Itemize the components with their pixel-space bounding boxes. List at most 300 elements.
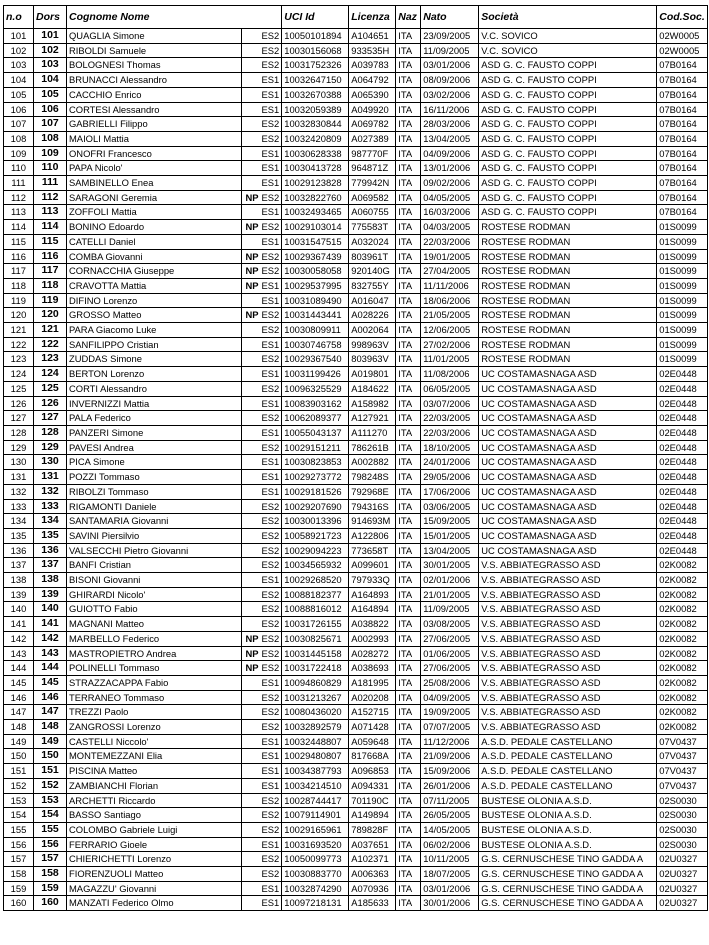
category: ES2: [260, 352, 282, 367]
category: ES2: [260, 867, 282, 882]
team-name: V.S. ABBIATEGRASSO ASD: [479, 573, 657, 588]
np-flag: [242, 558, 260, 573]
birth-date: 04/09/2005: [421, 690, 479, 705]
team-name: ASD G. C. FAUSTO COPPI: [479, 87, 657, 102]
category: ES2: [260, 631, 282, 646]
category: ES1: [260, 102, 282, 117]
category: ES2: [260, 323, 282, 338]
uci-id: 10029103014: [282, 220, 349, 235]
team-name: ASD G. C. FAUSTO COPPI: [479, 190, 657, 205]
bib-number: 154: [34, 808, 67, 823]
team-name: BUSTESE OLONIA A.S.D.: [479, 808, 657, 823]
uci-id: 10031213267: [282, 690, 349, 705]
np-flag: [242, 161, 260, 176]
row-number: 106: [4, 102, 34, 117]
table-row: [4, 131, 708, 146]
bib-number: 106: [34, 102, 67, 117]
license: 998963V: [349, 337, 396, 352]
team-code: 01S0099: [657, 323, 708, 338]
license: A006363: [349, 867, 396, 882]
row-number: 110: [4, 161, 34, 176]
category: ES2: [260, 543, 282, 558]
table-row: [4, 661, 708, 676]
category: ES2: [260, 587, 282, 602]
rider-name: PICA Simone: [67, 455, 242, 470]
rider-name: INVERNIZZI Mattia: [67, 396, 242, 411]
uci-id: 10029268520: [282, 573, 349, 588]
team-code: 02K0082: [657, 631, 708, 646]
category: ES1: [260, 234, 282, 249]
np-flag: [242, 87, 260, 102]
team-name: ROSTESE RODMAN: [479, 264, 657, 279]
row-number: 157: [4, 852, 34, 867]
np-flag: [242, 176, 260, 191]
nationality: ITA: [396, 543, 421, 558]
team-code: 02E0448: [657, 440, 708, 455]
team-name: G.S. CERNUSCHESE TINO GADDA A: [479, 896, 657, 911]
team-code: 07B0164: [657, 117, 708, 132]
license: 817668A: [349, 749, 396, 764]
table-row: [4, 440, 708, 455]
category: ES1: [260, 161, 282, 176]
bib-number: 117: [34, 264, 67, 279]
np-flag: [242, 396, 260, 411]
table-row: [4, 381, 708, 396]
uci-id: 10031443441: [282, 308, 349, 323]
np-flag: NP: [242, 220, 260, 235]
category: ES2: [260, 499, 282, 514]
team-name: V.S. ABBIATEGRASSO ASD: [479, 602, 657, 617]
team-name: ROSTESE RODMAN: [479, 293, 657, 308]
table-row: [4, 161, 708, 176]
team-code: 01S0099: [657, 293, 708, 308]
uci-id: 10094860829: [282, 675, 349, 690]
birth-date: 30/01/2006: [421, 896, 479, 911]
np-flag: [242, 43, 260, 58]
row-number: 142: [4, 631, 34, 646]
team-name: V.S. ABBIATEGRASSO ASD: [479, 690, 657, 705]
license: 701190C: [349, 793, 396, 808]
nationality: ITA: [396, 43, 421, 58]
table-row: [4, 749, 708, 764]
np-flag: [242, 367, 260, 382]
bib-number: 119: [34, 293, 67, 308]
team-name: ASD G. C. FAUSTO COPPI: [479, 58, 657, 73]
bib-number: 122: [34, 337, 67, 352]
team-name: A.S.D. PEDALE CASTELLANO: [479, 749, 657, 764]
birth-date: 03/07/2006: [421, 396, 479, 411]
rider-name: GROSSO Matteo: [67, 308, 242, 323]
nationality: ITA: [396, 293, 421, 308]
rider-name: GHIRARDI Nicolo': [67, 587, 242, 602]
uci-id: 10030809911: [282, 323, 349, 338]
rider-name: GUIOTTO Fabio: [67, 602, 242, 617]
team-name: ASD G. C. FAUSTO COPPI: [479, 117, 657, 132]
bib-number: 123: [34, 352, 67, 367]
np-flag: [242, 58, 260, 73]
team-code: 01S0099: [657, 234, 708, 249]
category: ES1: [260, 146, 282, 161]
nationality: ITA: [396, 205, 421, 220]
rider-name: GABRIELLI Filippo: [67, 117, 242, 132]
nationality: ITA: [396, 734, 421, 749]
team-name: UC COSTAMASNAGA ASD: [479, 381, 657, 396]
uci-id: 10096325529: [282, 381, 349, 396]
category: ES2: [260, 602, 282, 617]
rider-name: MONTEMEZZANI Elia: [67, 749, 242, 764]
nationality: ITA: [396, 881, 421, 896]
table-body: [4, 29, 708, 911]
license: A049920: [349, 102, 396, 117]
uci-id: 10032647150: [282, 73, 349, 88]
birth-date: 22/03/2006: [421, 425, 479, 440]
np-flag: [242, 896, 260, 911]
category: ES1: [260, 455, 282, 470]
table-row: [4, 323, 708, 338]
rider-name: FIORENZUOLI Matteo: [67, 867, 242, 882]
birth-date: 09/02/2006: [421, 176, 479, 191]
bib-number: 133: [34, 499, 67, 514]
nationality: ITA: [396, 308, 421, 323]
team-name: G.S. CERNUSCHESE TINO GADDA A: [479, 867, 657, 882]
license: A038822: [349, 617, 396, 632]
uci-id: 10030156068: [282, 43, 349, 58]
table-row: [4, 352, 708, 367]
category: ES1: [260, 749, 282, 764]
category: ES2: [260, 617, 282, 632]
license: 797933Q: [349, 573, 396, 588]
np-flag: [242, 720, 260, 735]
rider-name: VALSECCHI Pietro Giovanni: [67, 543, 242, 558]
header-team: Società: [479, 6, 657, 29]
birth-date: 04/03/2005: [421, 220, 479, 235]
team-name: ROSTESE RODMAN: [479, 337, 657, 352]
team-code: 01S0099: [657, 220, 708, 235]
nationality: ITA: [396, 146, 421, 161]
category: ES1: [260, 837, 282, 852]
rider-name: PAPA Nicolo': [67, 161, 242, 176]
rider-name: MAGAZZU' Giovanni: [67, 881, 242, 896]
np-flag: [242, 734, 260, 749]
category: ES1: [260, 573, 282, 588]
nationality: ITA: [396, 587, 421, 602]
nationality: ITA: [396, 558, 421, 573]
bib-number: 147: [34, 705, 67, 720]
table-row: [4, 293, 708, 308]
nationality: ITA: [396, 102, 421, 117]
start-list-sheet: [3, 5, 708, 911]
team-code: 07B0164: [657, 131, 708, 146]
team-name: BUSTESE OLONIA A.S.D.: [479, 822, 657, 837]
table-row: [4, 573, 708, 588]
license: A027389: [349, 131, 396, 146]
team-name: ASD G. C. FAUSTO COPPI: [479, 205, 657, 220]
uci-id: 10062089377: [282, 411, 349, 426]
license: A152715: [349, 705, 396, 720]
license: 794316S: [349, 499, 396, 514]
row-number: 122: [4, 337, 34, 352]
table-row: [4, 514, 708, 529]
team-name: V.S. ABBIATEGRASSO ASD: [479, 705, 657, 720]
np-flag: NP: [242, 264, 260, 279]
team-name: ASD G. C. FAUSTO COPPI: [479, 176, 657, 191]
bib-number: 115: [34, 234, 67, 249]
np-flag: [242, 205, 260, 220]
license: A019801: [349, 367, 396, 382]
license: 987770F: [349, 146, 396, 161]
birth-date: 13/01/2006: [421, 161, 479, 176]
team-name: G.S. CERNUSCHESE TINO GADDA A: [479, 852, 657, 867]
bib-number: 105: [34, 87, 67, 102]
birth-date: 11/12/2006: [421, 734, 479, 749]
rider-name: ZUDDAS Simone: [67, 352, 242, 367]
category: ES2: [260, 822, 282, 837]
team-code: 07B0164: [657, 205, 708, 220]
team-code: 02U0327: [657, 852, 708, 867]
nationality: ITA: [396, 234, 421, 249]
team-code: 07B0164: [657, 146, 708, 161]
bib-number: 137: [34, 558, 67, 573]
team-name: ROSTESE RODMAN: [479, 249, 657, 264]
table-row: [4, 867, 708, 882]
birth-date: 08/09/2006: [421, 73, 479, 88]
row-number: 112: [4, 190, 34, 205]
category: ES2: [260, 514, 282, 529]
license: A111270: [349, 425, 396, 440]
category: ES1: [260, 176, 282, 191]
team-name: A.S.D. PEDALE CASTELLANO: [479, 734, 657, 749]
header-birth-date: Nato: [421, 6, 479, 29]
category: ES1: [260, 881, 282, 896]
bib-number: 157: [34, 852, 67, 867]
uci-id: 10034214510: [282, 778, 349, 793]
uci-id: 10030413728: [282, 161, 349, 176]
header-name: Cognome Nome: [67, 6, 282, 29]
rider-name: TERRANEO Tommaso: [67, 690, 242, 705]
team-name: V.S. ABBIATEGRASSO ASD: [479, 661, 657, 676]
uci-id: 10030825671: [282, 631, 349, 646]
nationality: ITA: [396, 58, 421, 73]
birth-date: 17/06/2006: [421, 484, 479, 499]
nationality: ITA: [396, 484, 421, 499]
np-flag: [242, 675, 260, 690]
license: A164894: [349, 602, 396, 617]
license: A164893: [349, 587, 396, 602]
uci-id: 10031199426: [282, 367, 349, 382]
table-row: [4, 734, 708, 749]
nationality: ITA: [396, 220, 421, 235]
np-flag: [242, 543, 260, 558]
bib-number: 113: [34, 205, 67, 220]
team-code: 02K0082: [657, 661, 708, 676]
rider-name: CATELLI Daniel: [67, 234, 242, 249]
row-number: 156: [4, 837, 34, 852]
bib-number: 114: [34, 220, 67, 235]
team-name: ROSTESE RODMAN: [479, 323, 657, 338]
bib-number: 104: [34, 73, 67, 88]
nationality: ITA: [396, 440, 421, 455]
birth-date: 15/09/2006: [421, 764, 479, 779]
row-number: 153: [4, 793, 34, 808]
team-code: 07V0437: [657, 749, 708, 764]
team-name: V.S. ABBIATEGRASSO ASD: [479, 646, 657, 661]
table-row: [4, 176, 708, 191]
category: ES1: [260, 484, 282, 499]
row-number: 101: [4, 29, 34, 44]
table-row: [4, 58, 708, 73]
category: ES2: [260, 29, 282, 44]
np-flag: NP: [242, 249, 260, 264]
uci-id: 10032892579: [282, 720, 349, 735]
np-flag: [242, 867, 260, 882]
bib-number: 145: [34, 675, 67, 690]
license: A127921: [349, 411, 396, 426]
team-code: 07B0164: [657, 87, 708, 102]
nationality: ITA: [396, 323, 421, 338]
np-flag: [242, 764, 260, 779]
header-license: Licenza: [349, 6, 396, 29]
birth-date: 06/05/2005: [421, 381, 479, 396]
team-code: 02E0448: [657, 367, 708, 382]
table-row: [4, 764, 708, 779]
table-row: [4, 602, 708, 617]
rider-name: ARCHETTI Riccardo: [67, 793, 242, 808]
team-code: 07B0164: [657, 176, 708, 191]
rider-name: ZAMBIANCHI Florian: [67, 778, 242, 793]
rider-name: RIBOLZI Tommaso: [67, 484, 242, 499]
team-name: V.S. ABBIATEGRASSO ASD: [479, 675, 657, 690]
uci-id: 10058921723: [282, 528, 349, 543]
np-flag: [242, 29, 260, 44]
birth-date: 19/01/2005: [421, 249, 479, 264]
category: ES1: [260, 470, 282, 485]
rider-name: SAMBINELLO Enea: [67, 176, 242, 191]
birth-date: 22/03/2005: [421, 411, 479, 426]
bib-number: 155: [34, 822, 67, 837]
bib-number: 118: [34, 278, 67, 293]
row-number: 155: [4, 822, 34, 837]
birth-date: 27/06/2005: [421, 661, 479, 676]
nationality: ITA: [396, 690, 421, 705]
team-code: 02S0030: [657, 808, 708, 823]
rider-name: PARA Giacomo Luke: [67, 323, 242, 338]
license: A102371: [349, 852, 396, 867]
team-name: UC COSTAMASNAGA ASD: [479, 455, 657, 470]
header-team-code: Cod.Soc.: [657, 6, 708, 29]
uci-id: 10032059389: [282, 102, 349, 117]
bib-number: 101: [34, 29, 67, 44]
row-number: 104: [4, 73, 34, 88]
table-row: [4, 249, 708, 264]
license: A070936: [349, 881, 396, 896]
row-number: 143: [4, 646, 34, 661]
category: ES1: [260, 425, 282, 440]
table-row: [4, 117, 708, 132]
team-code: 02K0082: [657, 602, 708, 617]
np-flag: [242, 455, 260, 470]
bib-number: 107: [34, 117, 67, 132]
nationality: ITA: [396, 778, 421, 793]
rider-name: MAGNANI Matteo: [67, 617, 242, 632]
category: ES1: [260, 367, 282, 382]
birth-date: 12/06/2005: [421, 323, 479, 338]
nationality: ITA: [396, 367, 421, 382]
license: 775583T: [349, 220, 396, 235]
category: ES1: [260, 778, 282, 793]
license: A069582: [349, 190, 396, 205]
team-name: ASD G. C. FAUSTO COPPI: [479, 161, 657, 176]
birth-date: 26/05/2005: [421, 808, 479, 823]
row-number: 140: [4, 602, 34, 617]
np-flag: [242, 705, 260, 720]
row-number: 148: [4, 720, 34, 735]
np-flag: NP: [242, 308, 260, 323]
start-list-table: [3, 5, 708, 911]
row-number: 107: [4, 117, 34, 132]
team-code: 01S0099: [657, 249, 708, 264]
birth-date: 23/09/2005: [421, 29, 479, 44]
np-flag: [242, 749, 260, 764]
team-code: 02E0448: [657, 484, 708, 499]
birth-date: 18/07/2005: [421, 867, 479, 882]
table-row: [4, 308, 708, 323]
bib-number: 148: [34, 720, 67, 735]
table-row: [4, 102, 708, 117]
team-name: A.S.D. PEDALE CASTELLANO: [479, 764, 657, 779]
team-name: UC COSTAMASNAGA ASD: [479, 367, 657, 382]
uci-id: 10030013396: [282, 514, 349, 529]
np-flag: NP: [242, 190, 260, 205]
category: ES2: [260, 690, 282, 705]
table-row: [4, 470, 708, 485]
nationality: ITA: [396, 896, 421, 911]
nationality: ITA: [396, 73, 421, 88]
np-flag: [242, 234, 260, 249]
nationality: ITA: [396, 455, 421, 470]
row-number: 117: [4, 264, 34, 279]
category: ES2: [260, 220, 282, 235]
rider-name: BASSO Santiago: [67, 808, 242, 823]
birth-date: 06/02/2006: [421, 837, 479, 852]
uci-id: 10031445158: [282, 646, 349, 661]
team-name: UC COSTAMASNAGA ASD: [479, 470, 657, 485]
uci-id: 10028744417: [282, 793, 349, 808]
birth-date: 22/03/2006: [421, 234, 479, 249]
team-code: 02W0005: [657, 29, 708, 44]
row-number: 150: [4, 749, 34, 764]
team-code: 07V0437: [657, 764, 708, 779]
table-row: [4, 808, 708, 823]
birth-date: 15/09/2005: [421, 514, 479, 529]
uci-id: 10083903162: [282, 396, 349, 411]
category: ES2: [260, 411, 282, 426]
nationality: ITA: [396, 337, 421, 352]
license: 803963V: [349, 352, 396, 367]
np-flag: [242, 425, 260, 440]
nationality: ITA: [396, 749, 421, 764]
uci-id: 10055043137: [282, 425, 349, 440]
rider-name: MASTROPIETRO Andrea: [67, 646, 242, 661]
rider-name: PISCINA Matteo: [67, 764, 242, 779]
rider-name: QUAGLIA Simone: [67, 29, 242, 44]
bib-number: 126: [34, 396, 67, 411]
rider-name: CORNACCHIA Giuseppe: [67, 264, 242, 279]
team-name: UC COSTAMASNAGA ASD: [479, 440, 657, 455]
row-number: 151: [4, 764, 34, 779]
team-code: 07B0164: [657, 161, 708, 176]
nationality: ITA: [396, 720, 421, 735]
rider-name: CRAVOTTA Mattia: [67, 278, 242, 293]
